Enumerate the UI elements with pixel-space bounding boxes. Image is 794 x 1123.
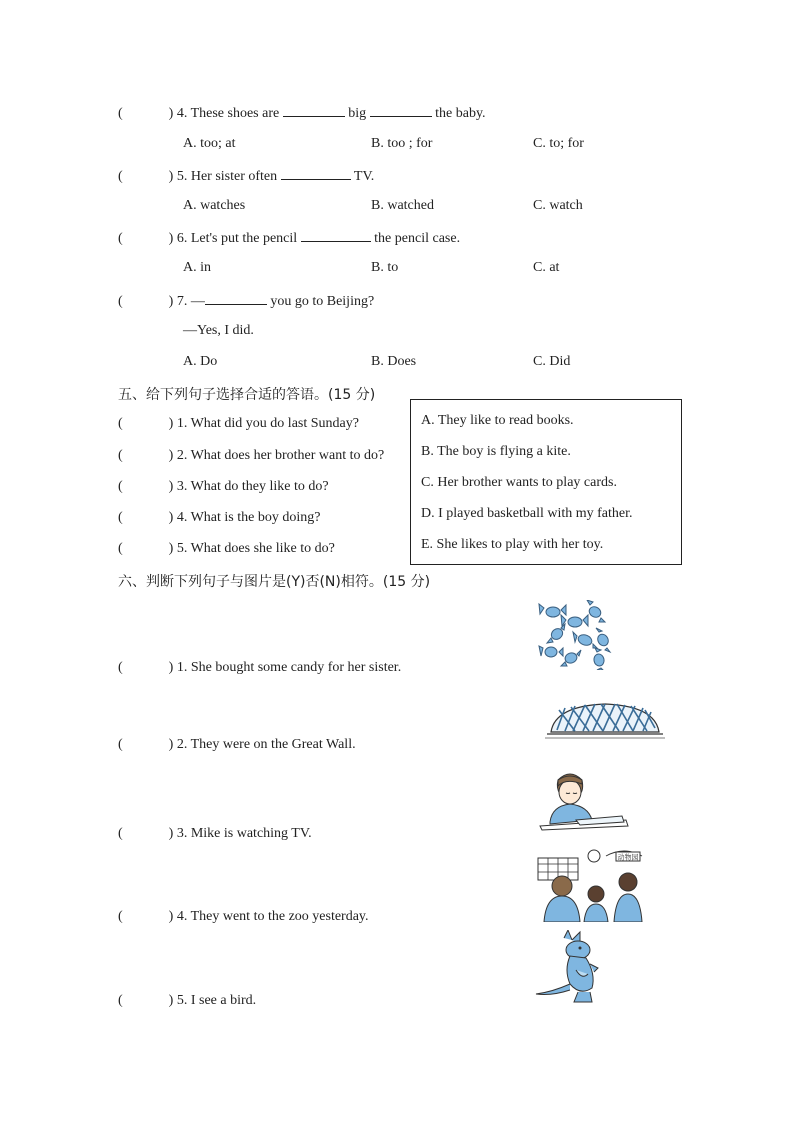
reply-line: —Yes, I did. [183,323,254,338]
matching-question: ( ) 4. What is the boy doing? [118,510,321,525]
option-b: B. watched [371,198,434,213]
stadium-icon [545,698,665,742]
option-b: B. to [371,260,399,275]
option-c: C. Did [533,354,571,369]
option-c: C. to; for [533,136,584,151]
matching-question: ( ) 5. What does she like to do? [118,541,335,556]
option-c: C. watch [533,198,583,213]
answer-option: D. I played basketball with my father. [421,506,633,521]
option-b: B. too ; for [371,136,433,151]
judgement-item: ( ) 1. She bought some candy for her sister. [118,660,402,675]
answer-blank[interactable] [205,292,267,305]
option-b: B. Does [371,354,417,369]
answer-option: B. The boy is flying a kite. [421,444,571,459]
question-5: ( ) 5. Her sister often TV. [118,169,375,184]
kangaroo-icon [534,930,606,1004]
zoo-gate-icon [536,846,646,922]
candy-icon [535,600,615,670]
option-a: A. Do [183,354,218,369]
zoo-sign: 动物园 [617,853,639,862]
judgement-item: ( ) 2. They were on the Great Wall. [118,737,356,752]
answer-blank[interactable] [283,104,345,117]
matching-question: ( ) 1. What did you do last Sunday? [118,416,359,431]
answer-box [410,399,682,565]
section-6-title: 六、判断下列句子与图片是(Y)否(N)相符。(15 分) [118,574,431,590]
answer-option: C. Her brother wants to play cards. [421,475,617,490]
question-4: ( ) 4. These shoes are big the baby. [118,106,486,121]
boy-reading-icon [536,770,632,832]
question-6: ( ) 6. Let's put the pencil the pencil case. [118,231,461,246]
matching-question: ( ) 2. What does her brother want to do? [118,448,385,463]
judgement-item: ( ) 5. I see a bird. [118,993,257,1008]
answer-blank[interactable] [370,104,432,117]
matching-question: ( ) 3. What do they like to do? [118,479,329,494]
judgement-item: ( ) 4. They went to the zoo yesterday. [118,909,369,924]
answer-blank[interactable] [301,229,371,242]
judgement-item: ( ) 3. Mike is watching TV. [118,826,312,841]
section-5-title: 五、给下列句子选择合适的答语。(15 分) [118,387,376,403]
option-a: A. too; at [183,136,236,151]
answer-blank[interactable] [281,167,351,180]
answer-option: E. She likes to play with her toy. [421,537,604,552]
option-a: A. in [183,260,211,275]
option-a: A. watches [183,198,246,213]
question-7: ( ) 7. — you go to Beijing? [118,294,375,309]
option-c: C. at [533,260,560,275]
answer-option: A. They like to read books. [421,413,574,428]
